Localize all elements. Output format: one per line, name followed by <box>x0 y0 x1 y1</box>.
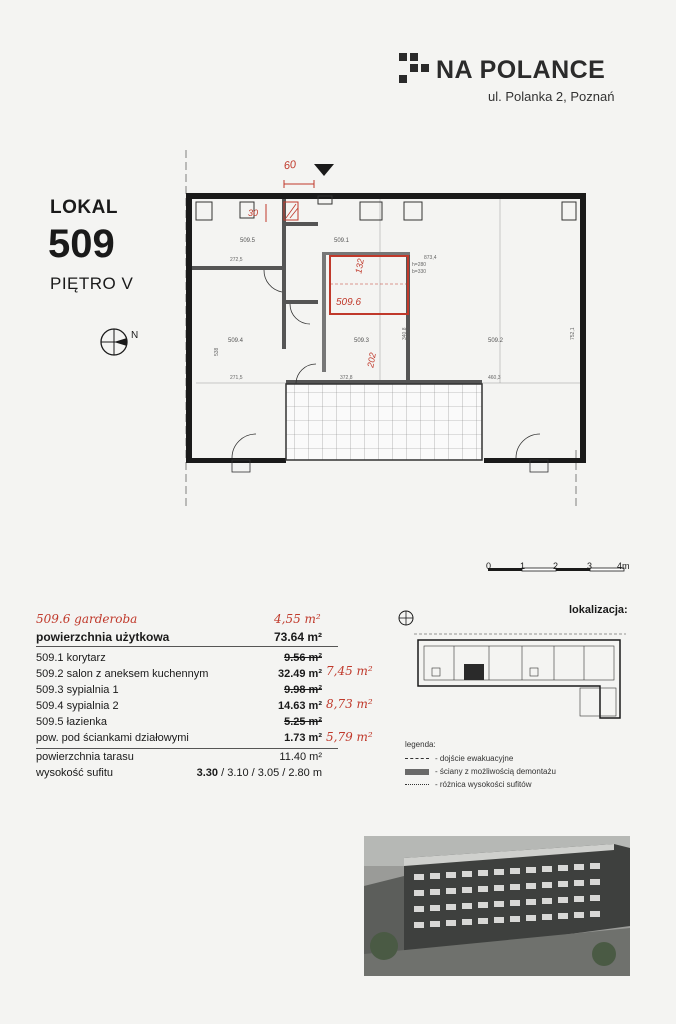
hand-dim-height: 202 <box>365 351 378 369</box>
hand-dim-side: 30 <box>248 208 259 218</box>
unit-label: LOKAL <box>50 197 118 218</box>
legend-text: - dojście ewakuacyjne <box>435 754 514 763</box>
scale-tick-4: 4m <box>617 561 630 571</box>
terrace-row <box>36 751 338 767</box>
localization-title: lokalizacja: <box>569 604 628 616</box>
hand-dim-top: 60 <box>283 158 297 173</box>
room-label-bathroom: 509.5 <box>240 238 256 244</box>
room-area: 1.73 m² <box>284 732 322 744</box>
room-label-bedroom2: 509.4 <box>228 338 244 344</box>
address: ul. Polanka 2, Poznań <box>488 89 615 104</box>
room-name: 509.5 łazienka <box>36 716 107 728</box>
legend-item <box>405 752 556 765</box>
room-name: 509.4 sypialnia 2 <box>36 700 119 712</box>
room-area: 5.25 m² <box>284 716 322 728</box>
hand-dim-width: 132 <box>353 257 366 275</box>
room-name: 509.3 sypialnia 1 <box>36 684 119 696</box>
hand-wardrobe-value: 4,55 m² <box>274 612 321 626</box>
building-photo-image <box>364 836 630 976</box>
room-label-living: 509.2 <box>488 338 504 344</box>
dim-left-lower: 271,5 <box>230 375 243 381</box>
room-row <box>36 732 338 748</box>
scale-tick-0: 0 <box>486 561 492 571</box>
scale-tick-2: 2 <box>553 561 559 571</box>
total-area-label: powierzchnia użytkowa <box>36 630 170 644</box>
site-compass-icon <box>399 611 413 625</box>
room-label-bedroom1: 509.3 <box>354 338 370 344</box>
dim-door-h: h=280 <box>412 262 427 268</box>
hand-bathroom-value: 5,79 m² <box>326 730 373 744</box>
ceiling-main: 3.30 <box>196 767 219 779</box>
room-row <box>36 668 338 684</box>
legend-item <box>405 765 556 778</box>
room-row <box>36 652 338 668</box>
hand-corridor-value: 7,45 m² <box>326 664 373 678</box>
legend-item <box>405 778 556 791</box>
brand-name: NA POLANCE <box>436 56 606 84</box>
scale-tick-1: 1 <box>520 561 526 571</box>
hand-bedroom1-value: 8,73 m² <box>326 697 373 711</box>
legend-text: - ściany z możliwością demontażu <box>435 767 556 776</box>
legend-dots-icon <box>405 784 429 785</box>
floor-label: PIĘTRO V <box>50 274 134 293</box>
room-row <box>36 684 338 700</box>
site-plan <box>394 606 634 736</box>
room-area: 32.49 m² <box>277 668 322 680</box>
dim-mid-side: 340,8 <box>402 327 408 340</box>
terrace-label: powierzchnia tarasu <box>36 751 134 763</box>
legend-title: legenda: <box>405 740 436 749</box>
unit-number: 509 <box>48 222 115 266</box>
room-row <box>36 716 338 732</box>
ceiling-rest: / 3.10 / 3.05 / 2.80 m <box>218 767 322 779</box>
dim-right-lower: 460,3 <box>488 375 501 381</box>
hand-wardrobe-label: 509.6 garderoba <box>36 612 138 626</box>
room-area: 9.56 m² <box>284 652 322 664</box>
room-area: 9.98 m² <box>284 684 322 696</box>
room-row <box>36 700 338 716</box>
dim-left-upper: 272,5 <box>230 257 243 263</box>
legend-text: - różnica wysokości sufitów <box>435 780 532 789</box>
room-name: 509.2 salon z aneksem kuchennym <box>36 668 209 680</box>
dim-left-side: 538 <box>214 347 220 356</box>
legend <box>405 740 556 791</box>
room-label-corridor: 509.1 <box>334 238 350 244</box>
compass-label: N <box>131 330 139 341</box>
room-name: pow. pod ściankami działowymi <box>36 732 189 744</box>
legend-dash-icon <box>405 758 429 759</box>
scale-tick-3: 3 <box>587 561 593 571</box>
ceiling-label: wysokość sufitu <box>36 767 114 779</box>
compass-icon <box>101 329 138 355</box>
room-name: 509.1 korytarz <box>36 652 106 664</box>
room-area: 14.63 m² <box>277 700 322 712</box>
dim-mid-lower: 372,8 <box>340 375 353 381</box>
area-summary <box>36 610 338 783</box>
building-photo <box>364 836 630 976</box>
legend-fill-icon <box>405 769 429 775</box>
dim-right-top: 873,4 <box>424 255 437 261</box>
dim-right-side: 752,1 <box>570 327 576 340</box>
ceiling-row <box>36 767 338 783</box>
ceiling-values <box>197 767 322 779</box>
total-area-value: 73.64 m² <box>273 630 322 644</box>
terrace-value: 11.40 m² <box>279 751 322 763</box>
dim-door-w: b=330 <box>412 269 427 275</box>
hand-label-wardrobe: 509.6 <box>336 297 362 308</box>
